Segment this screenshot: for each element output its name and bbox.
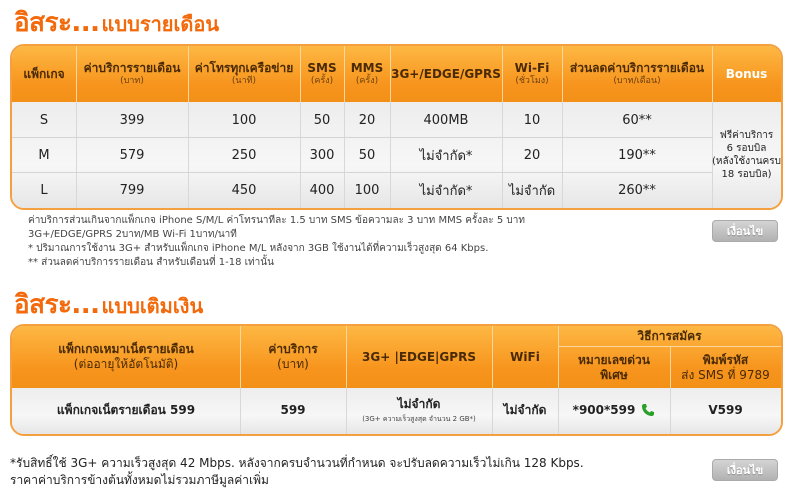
cell-prepaid-wifi: ไม่จำกัด [503,402,547,417]
cell-prepaid-data: ไม่จำกัด (3G+ ความเร็วสูงสุด จำนวน 2 GB*) [362,397,476,423]
header-bonus: Bonus [725,66,768,81]
cell-wifi: ไม่จำกัด [508,183,556,199]
prepaid-table [10,324,783,436]
section2-title [14,284,203,325]
bonus-cell: ฟรีค่าบริการ 6 รอบบิล (หลังใช้งานครบ 18 รอบบิล) [712,130,781,180]
cell-mms: 20 [358,112,376,128]
cell-data: 400MB [423,112,469,128]
prepaid-conditions-button[interactable]: เงื่อนไข [712,459,778,481]
postpaid-note-1: ค่าบริการส่วนเกินจากแพ็กเกจ iPhone S/M/L ค่าโทรนาทีละ 1.5 บาท SMS ข้อความละ 3 บาท MMS ครั้งละ 5 บาท [28,215,525,226]
cell-fee: 399 [119,112,145,128]
cell-discount: 260** [618,182,656,198]
prepaid-table-header [12,326,781,388]
cell-sms: 50 [313,112,331,128]
cell-wifi: 20 [523,147,541,163]
header-prepaid-wifi: WiFi [492,326,559,388]
section1-title-sub: แบบรายเดือน [101,12,220,36]
header-sms-code: พิมพ์รหัส ส่ง SMS ที่ 9789 [681,352,770,382]
cell-package: S [39,112,49,128]
postpaid-note-2: 3G+/EDGE/GPRS 2บาท/MB Wi-Fi 1บาท/นาที [28,229,237,240]
cell-package: M [38,147,50,163]
cell-discount: 190** [618,147,656,163]
header-data: 3G+/EDGE/GPRS [390,46,503,102]
header-prepaid-package: แพ็กเกจเหมาเน็ตรายเดือน (ต่ออายุให้อัตโนมัติ) [12,326,241,388]
postpaid-note-4: ** ส่วนลดค่าบริการรายเดือน สำหรับเดือนที่ 1-18 เท่านั้น [28,257,274,268]
dial-code-text: *900*599 [572,403,636,417]
header-wifi: Wi-Fi (ชั่วโมง) [502,46,563,102]
cell-data: ไม่จำกัด* [419,183,473,199]
header-sms: SMS (ครั้ง) [300,46,345,102]
header-call-minutes: ค่าโทรทุกเครือข่าย (นาที) [188,46,301,102]
cell-mms: 50 [358,147,376,163]
prepaid-table-body [12,388,781,434]
header-discount: ส่วนลดค่าบริการรายเดือน (บาท/เดือน) [562,46,713,102]
header-mms: MMS (ครั้ง) [344,46,391,102]
cell-package: L [40,182,48,198]
cell-prepaid-package: แพ็กเกจเน็ตรายเดือน 599 [56,402,196,417]
postpaid-conditions-button[interactable]: เงื่อนไข [712,220,778,242]
phone-icon[interactable] [641,403,655,417]
cell-data: ไม่จำกัด* [419,148,473,164]
cell-minutes: 450 [231,182,257,198]
header-prepaid-data: 3G+ |EDGE|GPRS [346,326,493,388]
cell-fee: 579 [119,147,145,163]
cell-sms: 300 [309,147,335,163]
header-prepaid-price: ค่าบริการ (บาท) [240,326,347,388]
cell-minutes: 250 [231,147,257,163]
header-apply: วิธีการสมัคร [558,326,781,347]
postpaid-table-body [12,102,781,208]
cell-discount: 60** [622,112,652,128]
cell-wifi: 10 [523,112,541,128]
prepaid-note-1: *รับสิทธิ์ใช้ 3G+ ความเร็วสูงสุด 42 Mbps. หลังจากครบจำนวนที่กำหนด จะปรับลดความเร็วไม่เกิน 128 Kbps. [10,456,584,470]
header-dial-code: หมายเลขด่วน พิเศษ [558,347,671,388]
cell-sms: 400 [309,182,335,198]
cell-minutes: 100 [231,112,257,128]
cell-fee: 799 [119,182,145,198]
header-package: แพ็กเกจ [12,46,77,102]
postpaid-table [10,44,783,210]
cell-sms-code: V599 [708,403,743,417]
header-monthly-fee: ค่าบริการรายเดือน (บาท) [76,46,189,102]
postpaid-note-3: * ปริมาณการใช้งาน 3G+ สำหรับแพ็กเกจ iPhone M/L หลังจาก 3GB ใช้งานได้ที่ความเร็วสูงสุด 64 Kbps. [28,243,489,254]
cell-prepaid-price: 599 [280,403,306,417]
postpaid-table-header [12,46,781,102]
section1-title-main: อิสระ... [14,8,100,38]
cell-dial-code [558,388,670,432]
cell-mms: 100 [354,182,380,198]
prepaid-note-2: ราคาค่าบริการข้างต้นทั้งหมดไม่รวมภาษีมูลค่าเพิ่ม [10,473,269,487]
section2-title-main: อิสระ... [14,290,100,320]
section2-title-sub: แบบเติมเงิน [101,294,204,318]
section1-title [14,2,219,43]
